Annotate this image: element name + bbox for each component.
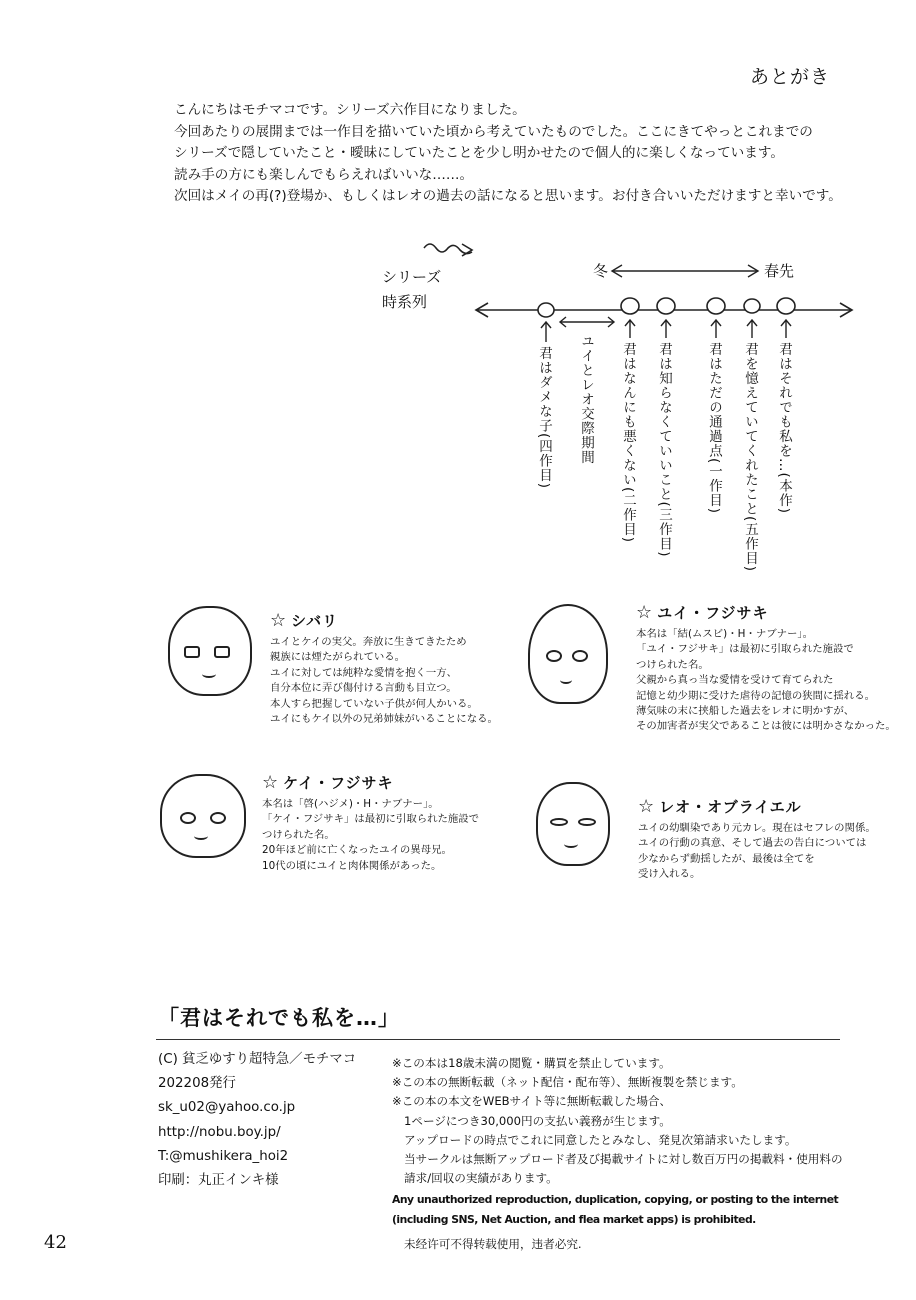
page-number: 42: [44, 1232, 67, 1253]
afterword-line: シリーズで隠していたこと・曖昧にしていたことを少し明かせたので個人的に楽しくなっています。: [174, 145, 784, 162]
book-title: 「君はそれでも私を…」: [158, 1006, 400, 1030]
character-description: [262, 797, 479, 874]
description-line: 10代の頃にユイと肉体関係があった。: [262, 859, 442, 872]
timeline-entry: 君を憶えていてくれたこと(五作目): [742, 342, 758, 573]
credit-email: sk_u02@yahoo.co.jp: [158, 1100, 296, 1116]
description-line: 本名は「結(ムスビ)・H・ナブナー」。: [636, 628, 813, 640]
character-kei: [262, 772, 479, 874]
star-icon: ☆: [270, 610, 288, 631]
star-icon: ☆: [262, 772, 280, 793]
character-name: [636, 602, 896, 623]
credit-date: 202208発行: [158, 1076, 236, 1092]
description-line: ユイにもケイ以外の兄弟姉妹がいることになる。: [270, 713, 498, 726]
character-name-text: ユイ・フジサキ: [657, 604, 769, 622]
colophon-credits: [158, 1048, 356, 1193]
timeline-label: [382, 265, 441, 315]
timeline-node: [538, 303, 554, 317]
notice-chinese: 未经许可不得转载使用，违者必究.: [404, 1236, 582, 1251]
description-line: 記憶と幼少期に受けた虐待の記憶の狭間に揺れる。: [636, 689, 875, 702]
character-name-text: シバリ: [291, 612, 339, 630]
description-line: 少なからず動揺したが、最後は全てを: [638, 852, 815, 865]
star-icon: ☆: [638, 796, 656, 817]
notice-line: 当サークルは無断アップロード者及び掲載サイトに対し数百万円の掲載料・使用料の: [404, 1152, 843, 1167]
credit-circle: (C) 貧乏ゆすり超特急／モチマコ: [158, 1052, 357, 1067]
season-winter-label: 冬: [593, 262, 609, 280]
timeline-label-series: シリーズ: [382, 268, 442, 286]
yui-portrait: [528, 604, 608, 704]
description-line: 「ユイ・フジサキ」は最初に引取られた施設で: [636, 643, 854, 656]
timeline-entry: 君は知らなくていいこと(三作目): [656, 342, 672, 558]
character-name-text: ケイ・フジサキ: [283, 774, 394, 792]
character-description: [636, 627, 896, 735]
description-line: ユイに対しては純粋な愛情を抱く一方、: [270, 666, 458, 679]
character-name: [270, 610, 498, 631]
credit-url: http://nobu.boy.jp/: [158, 1124, 281, 1140]
notice-english: (including SNS, Net Auction, and flea market apps) is prohibited.: [392, 1212, 756, 1226]
character-name-text: レオ・オブライエル: [659, 798, 802, 816]
description-line: 20年ほど前に亡くなったユイの異母兄。: [262, 844, 452, 857]
character-name: [638, 796, 876, 817]
leo-portrait: [536, 782, 610, 866]
timeline-node: [621, 298, 639, 314]
timeline-node: [657, 298, 675, 314]
description-line: 薄気味の末に挟船した過去をレオに明かすが、: [636, 705, 855, 718]
notice-line: ※この本は18歳未満の閲覧・購買を禁止しています。: [392, 1056, 671, 1070]
character-description: [638, 821, 876, 883]
timeline-entry: ユイとレオ交際期間: [578, 334, 594, 465]
description-line: その加害者が実父であることは彼には明かさなかった。: [636, 720, 896, 733]
character-shibari: [270, 610, 498, 727]
description-line: つけられた名。: [262, 828, 335, 841]
description-line: 受け入れる。: [638, 868, 701, 881]
shibari-portrait: [168, 606, 252, 696]
character-description: [270, 635, 498, 727]
description-line: 「ケイ・フジサキ」は最初に引取られた施設で: [262, 813, 480, 826]
kei-portrait: [160, 774, 246, 858]
description-line: ユイの行動の真意、そして過去の告白については: [638, 837, 867, 850]
credit-printer: 印刷：丸正インキ様: [158, 1173, 279, 1189]
season-early-spring-label: 春先: [764, 262, 795, 280]
afterword-heading: あとがき: [749, 66, 830, 88]
notice-line: 1ページにつき30,000円の支払い義務が生じます。: [404, 1113, 671, 1128]
colophon-notices: [392, 1054, 843, 1254]
timeline-node: [744, 299, 760, 313]
character-name: [262, 772, 479, 793]
star-icon: ☆: [636, 602, 654, 623]
notice-line: 請求/回収の実績があります。: [404, 1171, 558, 1186]
afterword-line: こんにちはモチマコです。シリーズ六作目になりました。: [174, 102, 526, 118]
timeline-entry: 君はなんにも悪くない(二作目): [620, 342, 636, 544]
timeline-entry: 君はただの通過点(一作目): [706, 342, 722, 515]
description-line: 父親から真っ当な愛情を受けて育てられた: [636, 674, 834, 687]
timeline-node: [707, 298, 725, 314]
description-line: つけられた名。: [636, 658, 709, 671]
description-line: 本人すら把握していない子供が何人かいる。: [270, 697, 478, 710]
notice-line: ※この本の無断転載（ネット配信・配布等）、無断複製を禁じます。: [392, 1075, 743, 1090]
character-leo: [638, 796, 876, 883]
afterword-line: 次回はメイの再(?)登場か、もしくはレオの過去の話になると思います。お付き合いいただけますと幸いです。: [174, 188, 842, 205]
afterword-line: 今回あたりの展開までは一作目を描いていた頃から考えていたものでした。ここにきてやっとこれまでの: [174, 123, 813, 140]
timeline-entry: 君はダメな子(四作目): [536, 346, 552, 490]
description-line: ユイとケイの実父。奔放に生きてきたため: [270, 636, 467, 648]
colophon-divider: [156, 1039, 840, 1040]
description-line: 自分本位に弄び傷付ける言動も目立つ。: [270, 682, 457, 695]
description-line: 本名は「啓(ハジメ)・H・ナブナー」。: [262, 798, 439, 810]
credit-twitter: T:@mushikera_hoi2: [158, 1148, 289, 1164]
description-line: 親族には煙たがられている。: [270, 651, 406, 664]
character-yui: [636, 602, 896, 735]
notice-line: アップロードの時点でこれに同意したとみなし、発見次第請求いたします。: [404, 1132, 797, 1147]
notice-line: ※この本の本文をWEBサイト等に無断転載した場合、: [392, 1094, 672, 1109]
description-line: ユイの幼馴染であり元カレ。現在はセフレの関係。: [638, 822, 876, 834]
afterword-line: 読み手の方にも楽しんでもらえればいいな……。: [174, 166, 474, 183]
notice-english: Any unauthorized reproduction, duplication, copying, or posting to the internet: [392, 1193, 839, 1207]
timeline-node: [777, 298, 795, 314]
timeline-entry: 君はそれでも私を…(本作): [776, 342, 792, 515]
timeline-label-chronology: 時系列: [382, 293, 428, 311]
